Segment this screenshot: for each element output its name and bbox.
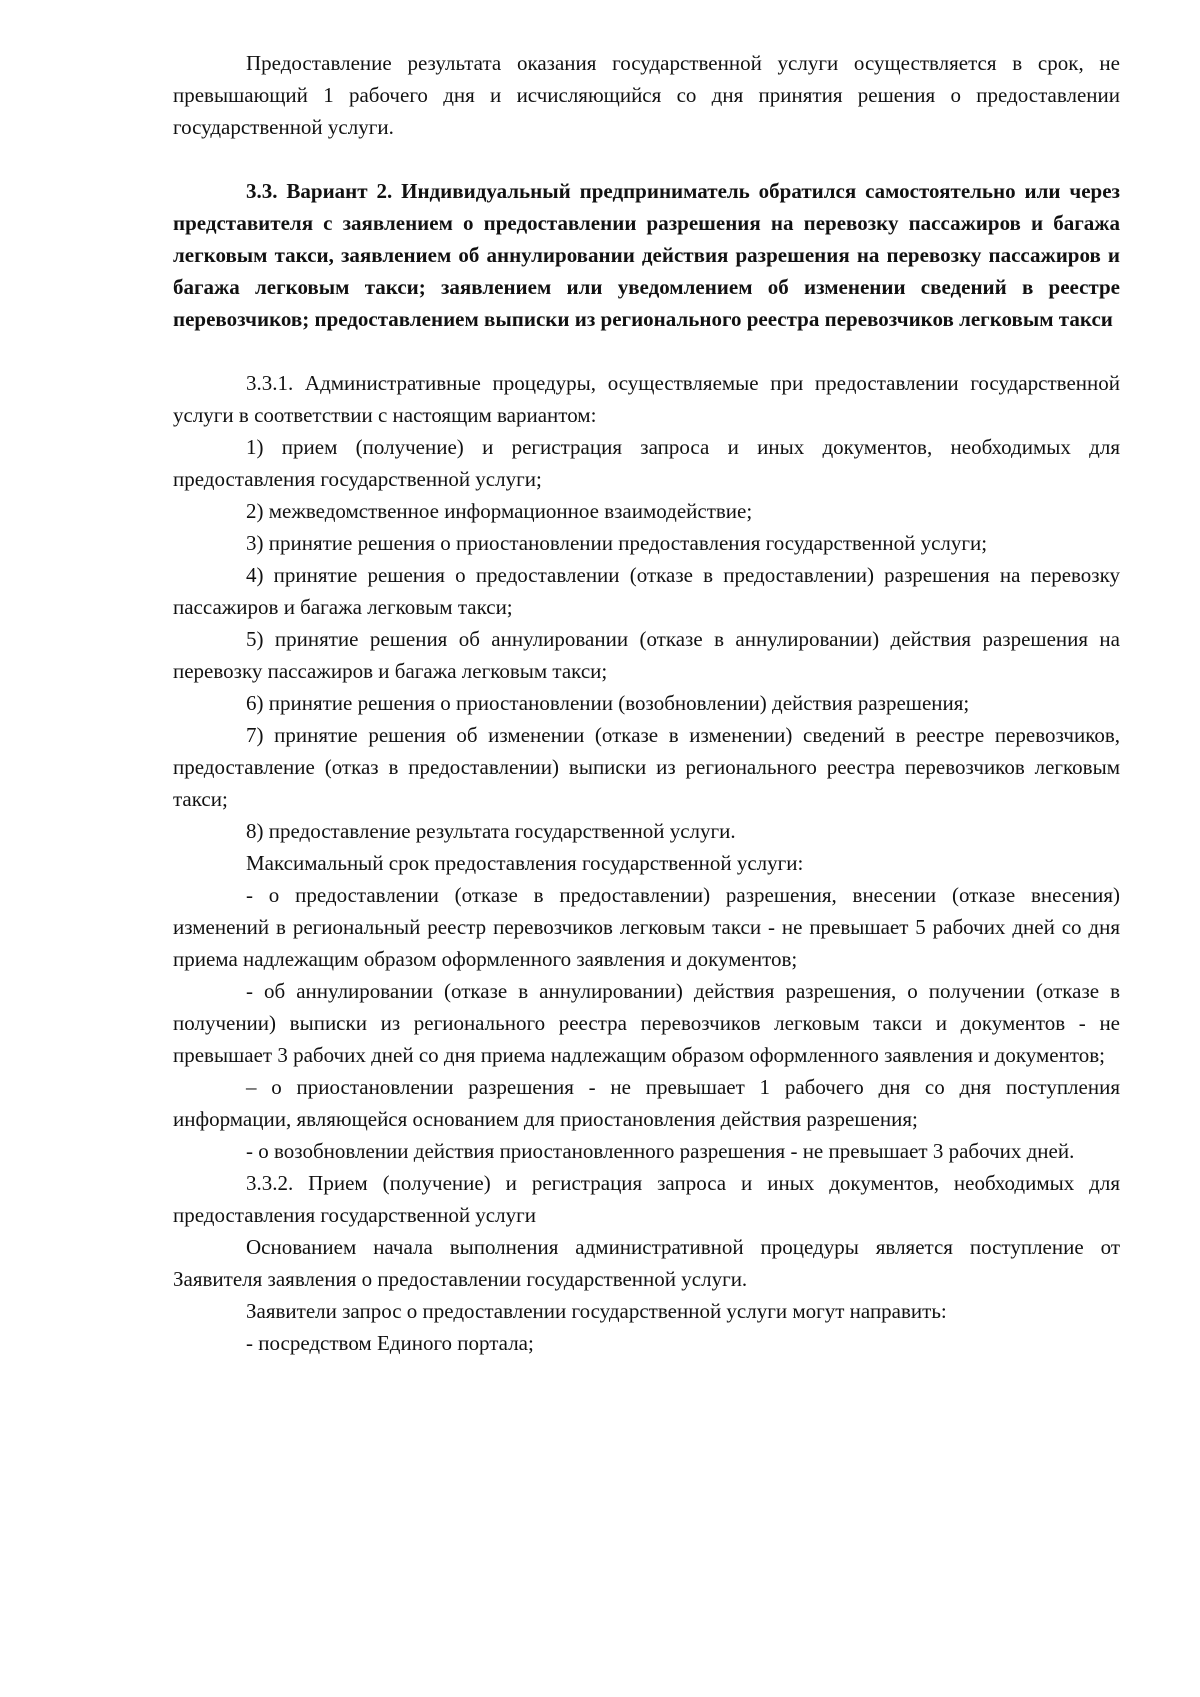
paragraph-applicants: Заявители запрос о предоставлении государственной услуги могут направить: — [246, 1299, 947, 1323]
list-item-6: 6) принятие решения о приостановлении (возобновлении) действия разрешения; — [246, 691, 970, 715]
paragraph-3-3-1: 3.3.1. Административные процедуры, осуществляемые при предоставлении государственной услуги в соответствии с настоящим вариантом: — [173, 371, 1120, 427]
section-heading-3-3: 3.3. Вариант 2. Индивидуальный предприниматель обратился самостоятельно или через представителя с заявлением о предоставлении разрешения на перевозку пассажиров и багажа легковым такси, заявлением об аннулировании действия разрешения на перевозку пассажиров и багажа легковым такси; заявлением или уведомлением об изменении сведений в реестре перевозчиков; предоставлением выписки из регионального реестра перевозчиков легковым такси — [173, 179, 1120, 331]
list-item-portal: - посредством Единого портала; — [246, 1331, 534, 1355]
term-item-annul: - об аннулировании (отказе в аннулировании) действия разрешения, о получении (отказе в получении) выписки из регионального реестра перевозчиков легковым такси и документов - не превышает 3 рабочих дней со дня приема надлежащим образом оформленного заявления и документов; — [173, 979, 1120, 1067]
term-item-grant: - о предоставлении (отказе в предоставлении) разрешения, внесении (отказе внесения) изменений в региональный реестр перевозчиков легковым такси - не превышает 5 рабочих дней со дня приема надлежащим образом оформленного заявления и документов; — [173, 883, 1120, 971]
document-page — [173, 47, 1120, 1359]
list-item-2: 2) межведомственное информационное взаимодействие; — [246, 499, 753, 523]
list-item-3: 3) принятие решения о приостановлении предоставления государственной услуги; — [246, 531, 988, 555]
paragraph-max-term: Максимальный срок предоставления государственной услуги: — [246, 851, 804, 875]
list-item-7: 7) принятие решения об изменении (отказе в изменении) сведений в реестре перевозчиков, предоставление (отказ в предоставлении) выписки из регионального реестра перевозчиков легковым такси; — [173, 723, 1120, 811]
list-item-5: 5) принятие решения об аннулировании (отказе в аннулировании) действия разрешения на перевозку пассажиров и багажа легковым такси; — [173, 627, 1120, 683]
paragraph-result-deadline: Предоставление результата оказания государственной услуги осуществляется в срок, не превышающий 1 рабочего дня и исчисляющийся со дня принятия решения о предоставлении государственной услуги. — [173, 51, 1120, 139]
list-item-1: 1) прием (получение) и регистрация запроса и иных документов, необходимых для предоставления государственной услуги; — [173, 435, 1120, 491]
term-item-suspend: – о приостановлении разрешения - не превышает 1 рабочего дня со дня поступления информации, являющейся основанием для приостановления действия разрешения; — [173, 1075, 1120, 1131]
paragraph-basis: Основанием начала выполнения административной процедуры является поступление от Заявителя заявления о предоставлении государственной услуги. — [173, 1235, 1120, 1291]
term-item-resume: - о возобновлении действия приостановленного разрешения - не превышает 3 рабочих дней. — [246, 1139, 1075, 1163]
paragraph-3-3-2: 3.3.2. Прием (получение) и регистрация запроса и иных документов, необходимых для предоставления государственной услуги — [173, 1171, 1120, 1227]
list-item-8: 8) предоставление результата государственной услуги. — [246, 819, 736, 843]
list-item-4: 4) принятие решения о предоставлении (отказе в предоставлении) разрешения на перевозку пассажиров и багажа легковым такси; — [173, 563, 1120, 619]
